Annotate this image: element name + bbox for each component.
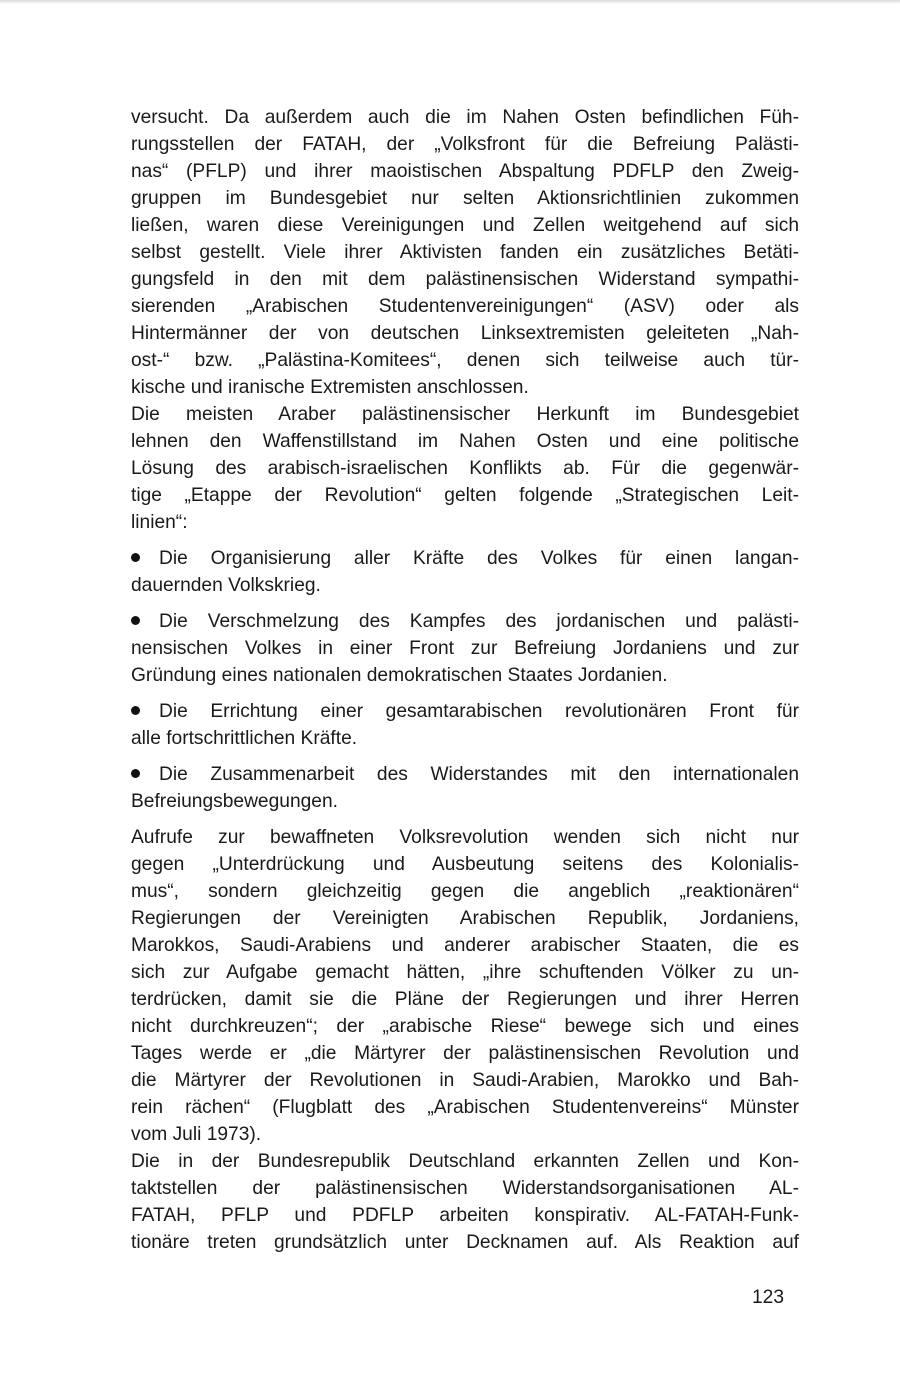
text-line: tige „Etappe der Revolution“ gelten folgende „Strategischen Leit- xyxy=(131,485,799,506)
bullet-item xyxy=(131,608,799,689)
bullet-icon xyxy=(131,553,140,562)
text-line: nas“ (PFLP) und ihrer maoistischen Abspaltung PDFLP den Zweig- xyxy=(131,161,799,182)
text-line: sierenden „Arabischen Studentenvereinigungen“ (ASV) oder als xyxy=(131,296,799,317)
text-line: dauernden Volkskrieg. xyxy=(131,575,321,596)
page-body xyxy=(131,104,799,1256)
text-line: rein rächen“ (Flugblatt des „Arabischen Studentenvereins“ Münster xyxy=(131,1097,799,1118)
text-line: gegen „Unterdrückung und Ausbeutung seitens des Kolonialis- xyxy=(131,854,799,875)
text-line: Regierungen der Vereinigten Arabischen Republik, Jordaniens, xyxy=(131,908,799,929)
text-line: die Märtyrer der Revolutionen in Saudi-Arabien, Marokko und Bah- xyxy=(131,1070,799,1091)
text-line: taktstellen der palästinensischen Widerstandsorganisationen AL- xyxy=(131,1178,799,1199)
text-line: Die Zusammenarbeit des Widerstandes mit den internationalen xyxy=(131,761,799,788)
bullet-icon xyxy=(131,769,140,778)
text-line: Die meisten Araber palästinensischer Herkunft im Bundesgebiet xyxy=(131,404,799,425)
text-line: rungsstellen der FATAH, der „Volksfront für die Befreiung Palästi- xyxy=(131,134,799,155)
text-line: Die in der Bundesrepublik Deutschland erkannten Zellen und Kon- xyxy=(131,1151,799,1172)
bullet-item xyxy=(131,698,799,752)
text-line: gungsfeld in den mit dem palästinensischen Widerstand sympathi- xyxy=(131,269,799,290)
bullet-item xyxy=(131,761,799,815)
text-line: ließen, waren diese Vereinigungen und Zellen weitgehend auf sich xyxy=(131,215,799,236)
text-line: sich zur Aufgabe gemacht hätten, „ihre schuftenden Völker zu un- xyxy=(131,962,799,983)
text-line: Befreiungsbewegungen. xyxy=(131,791,338,812)
text-line: kische und iranische Extremisten anschlossen. xyxy=(131,377,529,398)
text-line: Die Organisierung aller Kräfte des Volkes für einen langan- xyxy=(131,545,799,572)
text-line: FATAH, PFLP und PDFLP arbeiten konspirativ. AL-FATAH-Funk- xyxy=(131,1205,799,1226)
text-line: nensischen Volkes in einer Front zur Befreiung Jordaniens und zur xyxy=(131,638,799,659)
page-top-edge xyxy=(0,0,900,4)
bullet-icon xyxy=(131,706,140,715)
text-line: alle fortschrittlichen Kräfte. xyxy=(131,728,358,749)
text-line: Lösung des arabisch-israelischen Konflikts ab. Für die gegenwär- xyxy=(131,458,799,479)
text-line: selbst gestellt. Viele ihrer Aktivisten fanden ein zusätzliches Betäti- xyxy=(131,242,799,263)
text-line: vom Juli 1973). xyxy=(131,1124,262,1145)
text-line: Die Errichtung einer gesamtarabischen revolutionären Front für xyxy=(131,698,799,725)
text-line: Tages werde er „die Märtyrer der palästinensischen Revolution und xyxy=(131,1043,799,1064)
text-line: lehnen den Waffenstillstand im Nahen Osten und eine politische xyxy=(131,431,799,452)
text-line: gruppen im Bundesgebiet nur selten Aktionsrichtlinien zukommen xyxy=(131,188,799,209)
text-line: Die Verschmelzung des Kampfes des jordanischen und palästi- xyxy=(131,608,799,635)
text-line: ost-“ bzw. „Palästina-Komitees“, denen sich teilweise auch tür- xyxy=(131,350,799,371)
bullet-item xyxy=(131,545,799,599)
text-line: terdrücken, damit sie die Pläne der Regierungen und ihrer Herren xyxy=(131,989,799,1010)
text-line: Gründung eines nationalen demokratischen Staates Jordanien. xyxy=(131,665,668,686)
paragraph-3 xyxy=(131,824,799,1148)
text-line: Marokkos, Saudi-Arabiens und anderer arabischer Staaten, die es xyxy=(131,935,799,956)
bullet-icon xyxy=(131,616,140,625)
paragraph-2 xyxy=(131,401,799,536)
page-number: 123 xyxy=(752,1287,785,1308)
text-line: versucht. Da außerdem auch die im Nahen Osten befindlichen Füh- xyxy=(131,107,799,128)
text-line: linien“: xyxy=(131,512,188,533)
text-line: tionäre treten grundsätzlich unter Decknamen auf. Als Reaktion auf xyxy=(131,1232,799,1253)
text-line: Hintermänner der von deutschen Linksextremisten geleiteten „Nah- xyxy=(131,323,799,344)
text-line: Aufrufe zur bewaffneten Volksrevolution wenden sich nicht nur xyxy=(131,827,799,848)
paragraph-4 xyxy=(131,1148,799,1256)
text-line: mus“, sondern gleichzeitig gegen die angeblich „reaktionären“ xyxy=(131,881,799,902)
bullet-list xyxy=(131,545,799,815)
text-line: nicht durchkreuzen“; der „arabische Riese“ bewege sich und eines xyxy=(131,1016,799,1037)
paragraph-1 xyxy=(131,104,799,401)
